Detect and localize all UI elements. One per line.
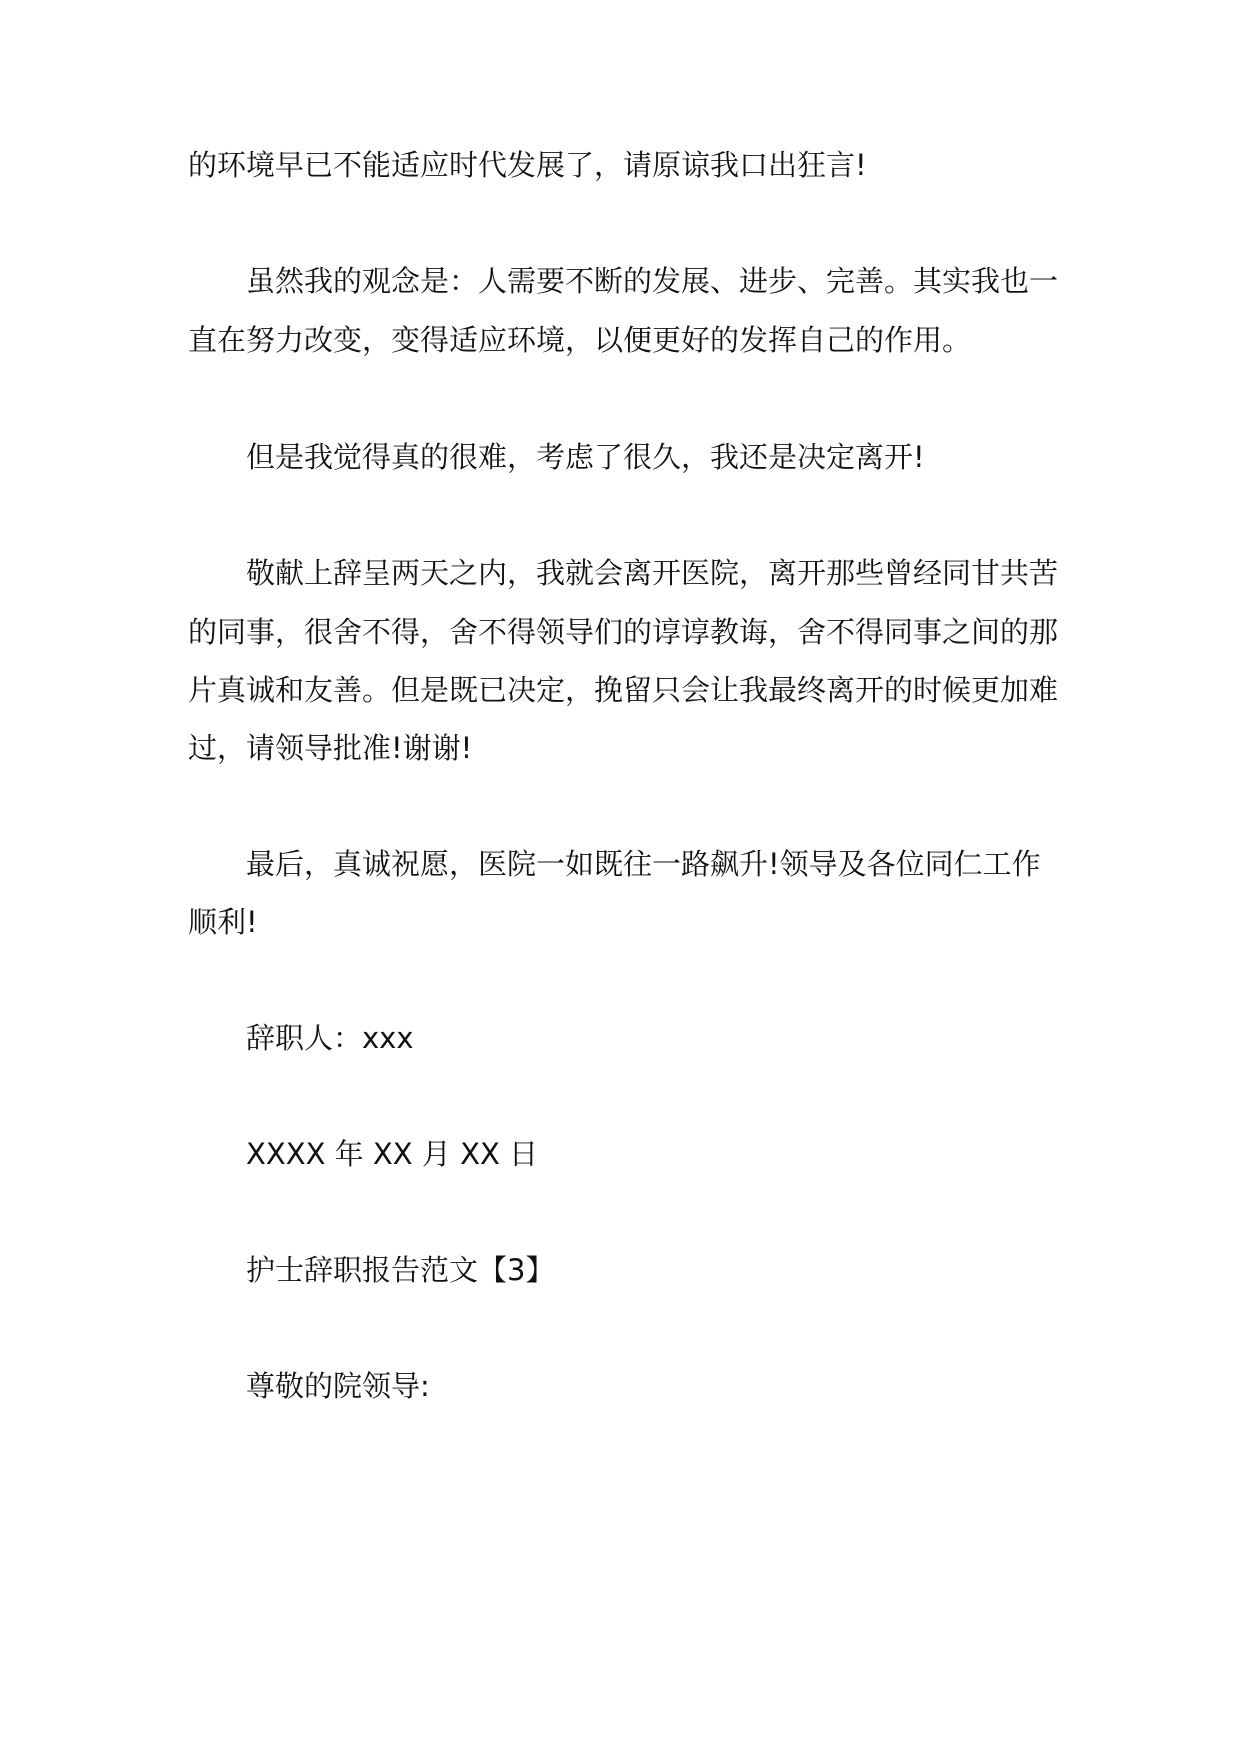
- paragraph-1-line-1: 的环境早已不能适应时代发展了，请原谅我口出狂言!: [188, 148, 867, 182]
- paragraph-4-line-1: 敬献上辞呈两天之内，我就会离开医院，离开那些曾经同甘共苦: [246, 556, 1059, 590]
- paragraph-4-line-3: 片真诚和友善。但是既已决定，挽留只会让我最终离开的时候更加难: [188, 673, 1059, 707]
- date-line: XXXX 年 XX 月 XX 日: [246, 1137, 539, 1171]
- paragraph-5-line-2: 顺利!: [188, 905, 258, 939]
- paragraph-4-line-2: 的同事，很舍不得，舍不得领导们的谆谆教诲，舍不得同事之间的那: [188, 615, 1059, 649]
- signature-line: 辞职人：xxx: [246, 1021, 414, 1055]
- section-title: 护士辞职报告范文【3】: [246, 1253, 555, 1287]
- paragraph-2-line-2: 直在努力改变，变得适应环境，以便更好的发挥自己的作用。: [188, 323, 972, 357]
- salutation: 尊敬的院领导:: [246, 1369, 430, 1403]
- paragraph-4-line-4: 过，请领导批准!谢谢!: [188, 731, 473, 765]
- paragraph-3-line-1: 但是我觉得真的很难，考虑了很久，我还是决定离开!: [246, 440, 925, 474]
- paragraph-5-line-1: 最后，真诚祝愿，医院一如既往一路飙升!领导及各位同仁工作: [246, 847, 1041, 881]
- paragraph-2-line-1: 虽然我的观念是：人需要不断的发展、进步、完善。其实我也一: [246, 264, 1059, 298]
